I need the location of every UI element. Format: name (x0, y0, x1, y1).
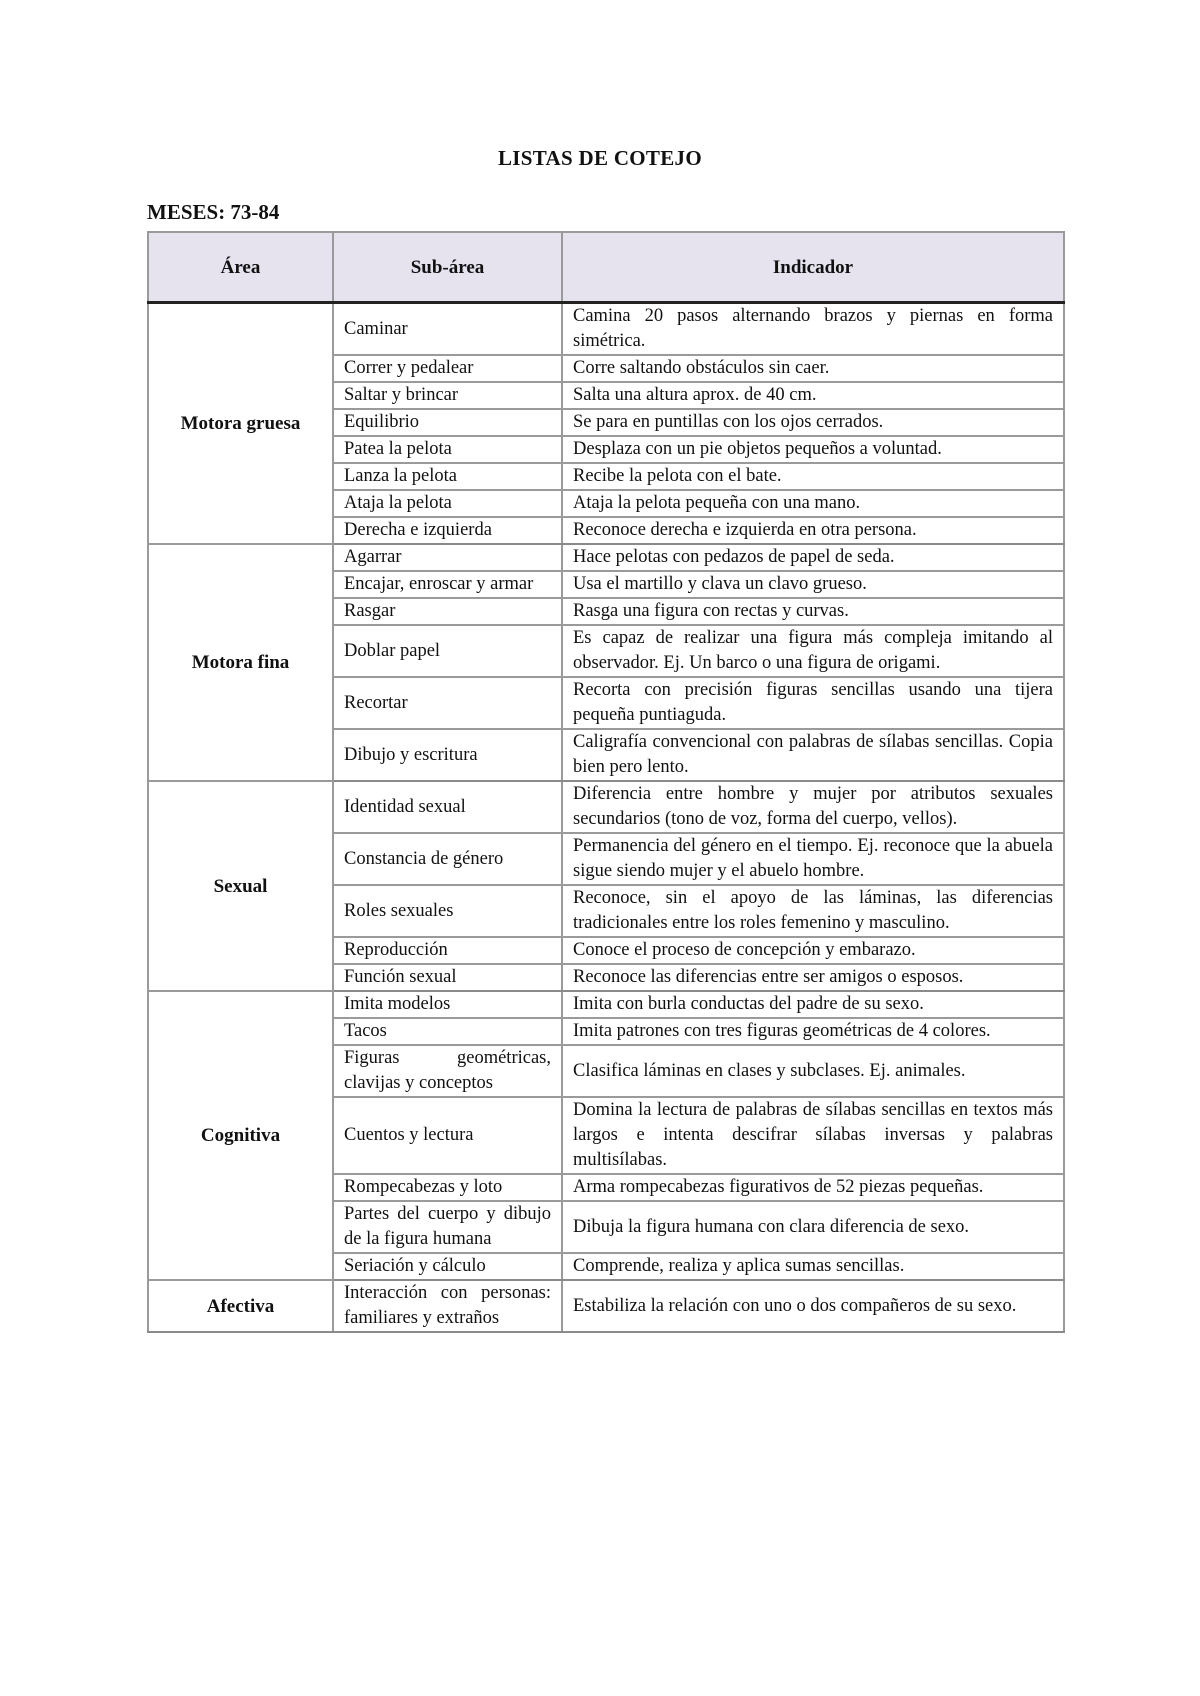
area-cell: Motora gruesa (148, 303, 333, 545)
document-title: LISTAS DE COTEJO (498, 146, 702, 170)
indicator-cell: Desplaza con un pie objetos pequeños a voluntad. (562, 436, 1064, 463)
indicator-cell: Imita patrones con tres figuras geométricas de 4 colores. (562, 1018, 1064, 1045)
indicator-cell: Reconoce derecha e izquierda en otra persona. (562, 517, 1064, 544)
subarea-cell: Equilibrio (333, 409, 562, 436)
subarea-cell: Encajar, enroscar y armar (333, 571, 562, 598)
subarea-cell: Función sexual (333, 964, 562, 991)
subarea-cell: Constancia de género (333, 833, 562, 885)
indicator-cell: Camina 20 pasos alternando brazos y piernas en forma simétrica. (562, 303, 1064, 356)
subarea-cell: Dibujo y escritura (333, 729, 562, 781)
subarea-cell: Rasgar (333, 598, 562, 625)
indicator-cell: Usa el martillo y clava un clavo grueso. (562, 571, 1064, 598)
area-cell: Motora fina (148, 544, 333, 781)
indicator-cell: Imita con burla conductas del padre de su sexo. (562, 991, 1064, 1018)
indicator-cell: Reconoce, sin el apoyo de las láminas, las diferencias tradicionales entre los roles femenino y masculino. (562, 885, 1064, 937)
indicator-cell: Corre saltando obstáculos sin caer. (562, 355, 1064, 382)
header-row (148, 232, 1064, 303)
indicator-cell: Rasga una figura con rectas y curvas. (562, 598, 1064, 625)
indicator-cell: Es capaz de realizar una figura más compleja imitando al observador. Ej. Un barco o una figura de origami. (562, 625, 1064, 677)
indicator-cell: Diferencia entre hombre y mujer por atributos sexuales secundarios (tono de voz, forma del cuerpo, vellos). (562, 781, 1064, 833)
table-row (148, 991, 1064, 1018)
table-row (148, 1280, 1064, 1332)
subarea-cell: Imita modelos (333, 991, 562, 1018)
subarea-cell: Ataja la pelota (333, 490, 562, 517)
indicator-cell: Hace pelotas con pedazos de papel de seda. (562, 544, 1064, 571)
subarea-cell: Caminar (333, 303, 562, 356)
table-header (148, 232, 1064, 303)
header-indicator: Indicador (562, 232, 1064, 303)
indicator-cell: Domina la lectura de palabras de sílabas sencillas en textos más largos e intenta descifrar sílabas inversas y palabras multisílabas. (562, 1097, 1064, 1174)
subarea-cell: Partes del cuerpo y dibujo de la figura humana (333, 1201, 562, 1253)
indicator-cell: Ataja la pelota pequeña con una mano. (562, 490, 1064, 517)
indicator-cell: Arma rompecabezas figurativos de 52 piezas pequeñas. (562, 1174, 1064, 1201)
indicator-cell: Clasifica láminas en clases y subclases. Ej. animales. (562, 1045, 1064, 1097)
table-row (148, 303, 1064, 356)
months-label: MESES: 73-84 (147, 200, 280, 224)
header-subarea: Sub-área (333, 232, 562, 303)
subarea-cell: Cuentos y lectura (333, 1097, 562, 1174)
subarea-cell: Tacos (333, 1018, 562, 1045)
indicator-cell: Recibe la pelota con el bate. (562, 463, 1064, 490)
subarea-cell: Reproducción (333, 937, 562, 964)
indicator-cell: Dibuja la figura humana con clara diferencia de sexo. (562, 1201, 1064, 1253)
table-body (148, 303, 1064, 1333)
indicator-cell: Conoce el proceso de concepción y embarazo. (562, 937, 1064, 964)
indicator-cell: Permanencia del género en el tiempo. Ej. reconoce que la abuela sigue siendo mujer y el abuelo hombre. (562, 833, 1064, 885)
indicator-cell: Recorta con precisión figuras sencillas usando una tijera pequeña puntiaguda. (562, 677, 1064, 729)
indicator-cell: Se para en puntillas con los ojos cerrados. (562, 409, 1064, 436)
subarea-cell: Identidad sexual (333, 781, 562, 833)
subarea-cell: Doblar papel (333, 625, 562, 677)
subarea-cell: Lanza la pelota (333, 463, 562, 490)
indicator-cell: Salta una altura aprox. de 40 cm. (562, 382, 1064, 409)
subarea-cell: Figuras geométricas, clavijas y conceptos (333, 1045, 562, 1097)
area-cell: Sexual (148, 781, 333, 991)
indicator-cell: Estabiliza la relación con uno o dos compañeros de su sexo. (562, 1280, 1064, 1332)
table-row (148, 544, 1064, 571)
indicator-cell: Caligrafía convencional con palabras de sílabas sencillas. Copia bien pero lento. (562, 729, 1064, 781)
subarea-cell: Interacción con personas: familiares y extraños (333, 1280, 562, 1332)
subarea-cell: Patea la pelota (333, 436, 562, 463)
area-cell: Cognitiva (148, 991, 333, 1280)
subarea-cell: Saltar y brincar (333, 382, 562, 409)
indicator-cell: Comprende, realiza y aplica sumas sencillas. (562, 1253, 1064, 1280)
subarea-cell: Rompecabezas y loto (333, 1174, 562, 1201)
subarea-cell: Seriación y cálculo (333, 1253, 562, 1280)
checklist-table (147, 231, 1065, 1333)
header-area: Área (148, 232, 333, 303)
subarea-cell: Derecha e izquierda (333, 517, 562, 544)
subarea-cell: Correr y pedalear (333, 355, 562, 382)
area-cell: Afectiva (148, 1280, 333, 1332)
subarea-cell: Roles sexuales (333, 885, 562, 937)
subarea-cell: Recortar (333, 677, 562, 729)
indicator-cell: Reconoce las diferencias entre ser amigos o esposos. (562, 964, 1064, 991)
subarea-cell: Agarrar (333, 544, 562, 571)
table-row (148, 781, 1064, 833)
